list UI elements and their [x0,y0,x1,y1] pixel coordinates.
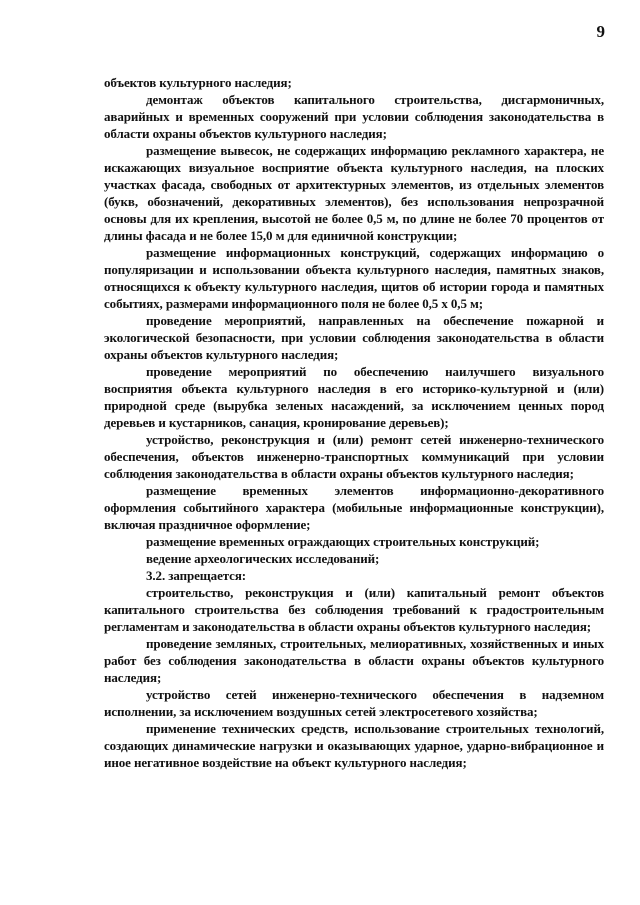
paragraph: проведение земляных, строительных, мелиоративных, хозяйственных и иных работ без соблюдения законодательства в области охраны объектов культурного наследия; [104,636,604,685]
paragraph: проведение мероприятий, направленных на обеспечение пожарной и экологической безопасности, при условии соблюдения законодательства в области охраны объектов культурного наследия; [104,313,604,362]
paragraph: демонтаж объектов капитального строительства, дисгармоничных, аварийных и временных сооружений при условии соблюдения законодательства в области охраны объектов культурного наследия; [104,92,604,141]
paragraph: строительство, реконструкция и (или) капитальный ремонт объектов капитального строительства без соблюдения требований к градостроительным регламентам и законодательства в области охраны объектов культурного наследия; [104,585,604,634]
paragraph: ведение археологических исследований; [146,551,380,566]
paragraph: устройство сетей инженерно-технического обеспечения в надземном исполнении, за исключением воздушных сетей электросетевого хозяйства; [104,687,604,719]
paragraph: размещение информационных конструкций, содержащих информацию о популяризации и использовании объекта культурного наследия, памятных знаков, относящихся к объекту культурного наследия, щитов об истории города и памятных событиях, размерами информационного поля не более 0,5 х 0,5 м; [104,245,604,311]
section-heading: 3.2. запрещается: [146,568,247,583]
paragraph: размещение временных ограждающих строительных конструкций; [146,534,540,549]
paragraph-continuation: объектов культурного наследия; [104,75,292,90]
document-body [104,74,604,771]
paragraph: применение технических средств, использование строительных технологий, создающих динамические нагрузки и оказывающих ударное, ударно-вибрационное и иное негативное воздействие на объект культурного наследия; [104,721,604,770]
page-number: 9 [596,22,605,41]
paragraph: устройство, реконструкция и (или) ремонт сетей инженерно-технического обеспечения, объектов инженерно-транспортных коммуникаций при условии соблюдения законодательства в области охраны объектов культурного наследия; [104,432,604,481]
paragraph: проведение мероприятий по обеспечению наилучшего визуального восприятия объекта культурного наследия в его историко-культурной и (или) природной среде (вырубка зеленых насаждений, за исключением ценных пород деревьев и кустарников, санация, кронирование деревьев); [104,364,604,430]
paragraph: размещение временных элементов информационно-декоративного оформления событийного характера (мобильные информационные конструкции), включая праздничное оформление; [104,483,604,532]
paragraph: размещение вывесок, не содержащих информацию рекламного характера, не искажающих визуальное восприятие объекта культурного наследия, на плоских участках фасада, свободных от архитектурных элементов, из отдельных элементов (букв, обозначений, декоративных элементов), без использования непрозрачной основы для их крепления, высотой не более 0,5 м, по длине не более 70 процентов от длины фасада и не более 15,0 м для единичной конструкции; [104,143,604,243]
